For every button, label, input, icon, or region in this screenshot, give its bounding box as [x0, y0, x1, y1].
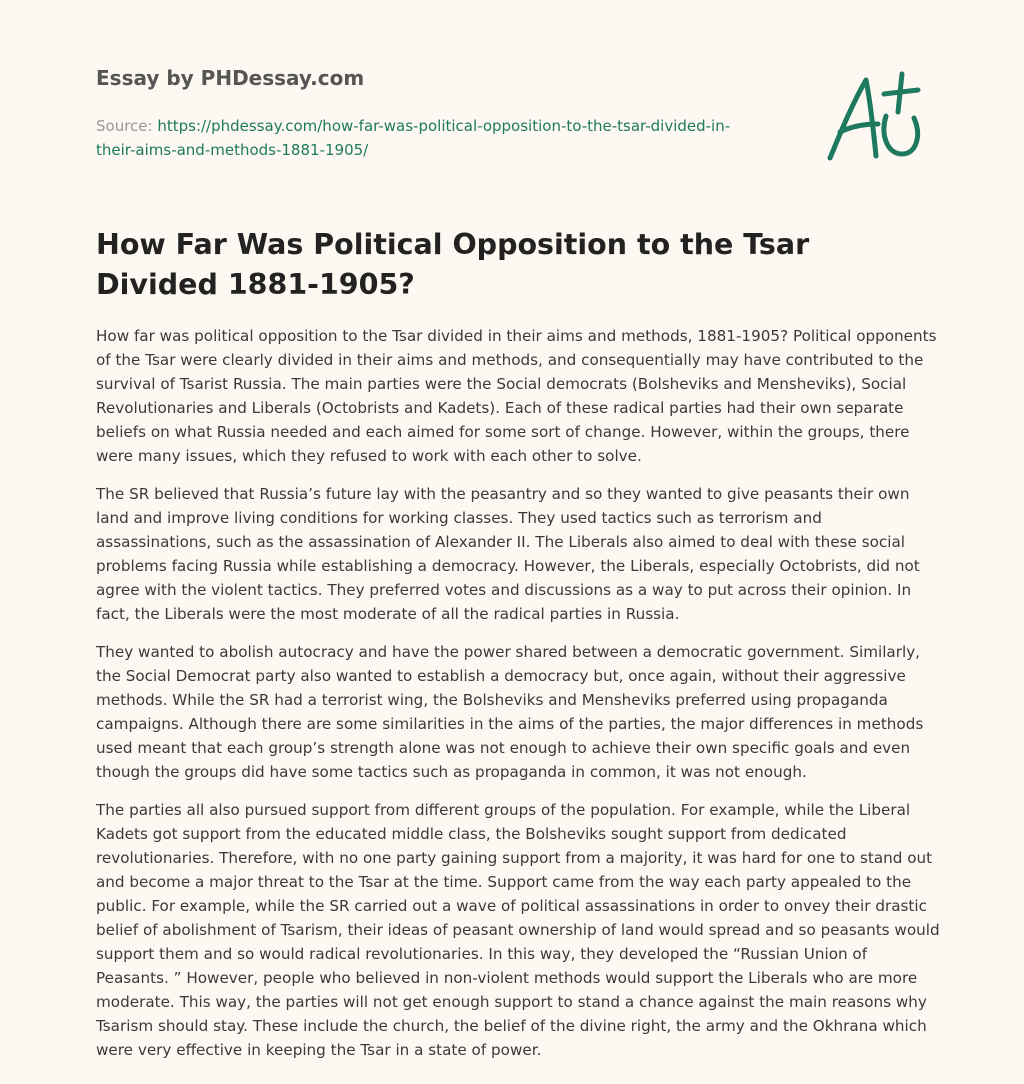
essay-paragraph: They wanted to abolish autocracy and have the power shared between a democratic government. Similarly, the Social Democrat party also wanted to establish a democracy but, once again, without their aggressive methods. While the SR had a terrorist wing, the Bolsheviks and Mensheviks preferred using propaganda campaigns. Although there are some similarities in the aims of the parties, the major differences in methods used meant that each group’s strength alone was not enough to achieve their own specific goals and even though the groups did have some tactics such as propaganda in common, it was not enough. — [96, 643, 924, 781]
source-label: Source: — [96, 117, 158, 135]
source-line — [96, 114, 756, 162]
page-header — [96, 64, 796, 162]
page-title: How Far Was Political Opposition to the Tsar Divided 1881-1905? — [96, 228, 810, 301]
source-link[interactable]: https://phdessay.com/how-far-was-political-opposition-to-the-tsar-divided-in-their-aims-and-methods-1881-1905/ — [96, 117, 731, 159]
essay-paragraph: How far was political opposition to the Tsar divided in their aims and methods, 1881-1905? Political opponents of the Tsar were clearly divided in their aims and methods, and consequentially may have contributed to the survival of Tsarist Russia. The main parties were the Social democrats (Bolsheviks and Mensheviks), Social Revolutionaries and Liberals (Octobrists and Kadets). Each of these radical parties had their own separate beliefs on what Russia needed and each aimed for some sort of change. However, within the groups, there were many issues, which they refused to work with each other to solve. — [96, 327, 937, 465]
essay-body — [96, 324, 941, 1076]
essay-paragraph: The SR believed that Russia’s future lay with the peasantry and so they wanted to give peasants their own land and improve living conditions for working classes. They used tactics such as terrorism and assassinations, such as the assassination of Alexander II. The Liberals also aimed to deal with these social problems facing Russia while establishing a democracy. However, the Liberals, especially Octobrists, did not agree with the violent tactics. They preferred votes and discussions as a way to put across their opinion. In fact, the Liberals were the most moderate of all the radical parties in Russia. — [96, 485, 920, 623]
site-brand: Essay by PHDessay.com — [96, 66, 365, 90]
essay-paragraph: The parties all also pursued support from different groups of the population. For example, while the Liberal Kadets got support from the educated middle class, the Bolsheviks sought support from dedicated revolutionaries. Therefore, with no one party gaining support from a majority, it was hard for one to stand out and become a major threat to the Tsar at the time. Support came from the way each party appealed to the public. For example, while the SR carried out a wave of political assassinations in order to onvey their drastic belief of abolishment of Tsarism, their ideas of peasant ownership of land would spread and so peasants would support them and so would radical revolutionaries. In this way, they developed the “Russian Union of Peasants. ” However, people who believed in non-violent methods would support the Liberals who are more moderate. This way, the parties will not get enough support to stand a chance against the main reasons why Tsarism should stay. These include the church, the belief of the divine right, the army and the Okhrana which were very effective in keeping the Tsar in a state of power. — [96, 801, 940, 1059]
a-plus-logo-icon — [818, 66, 938, 166]
